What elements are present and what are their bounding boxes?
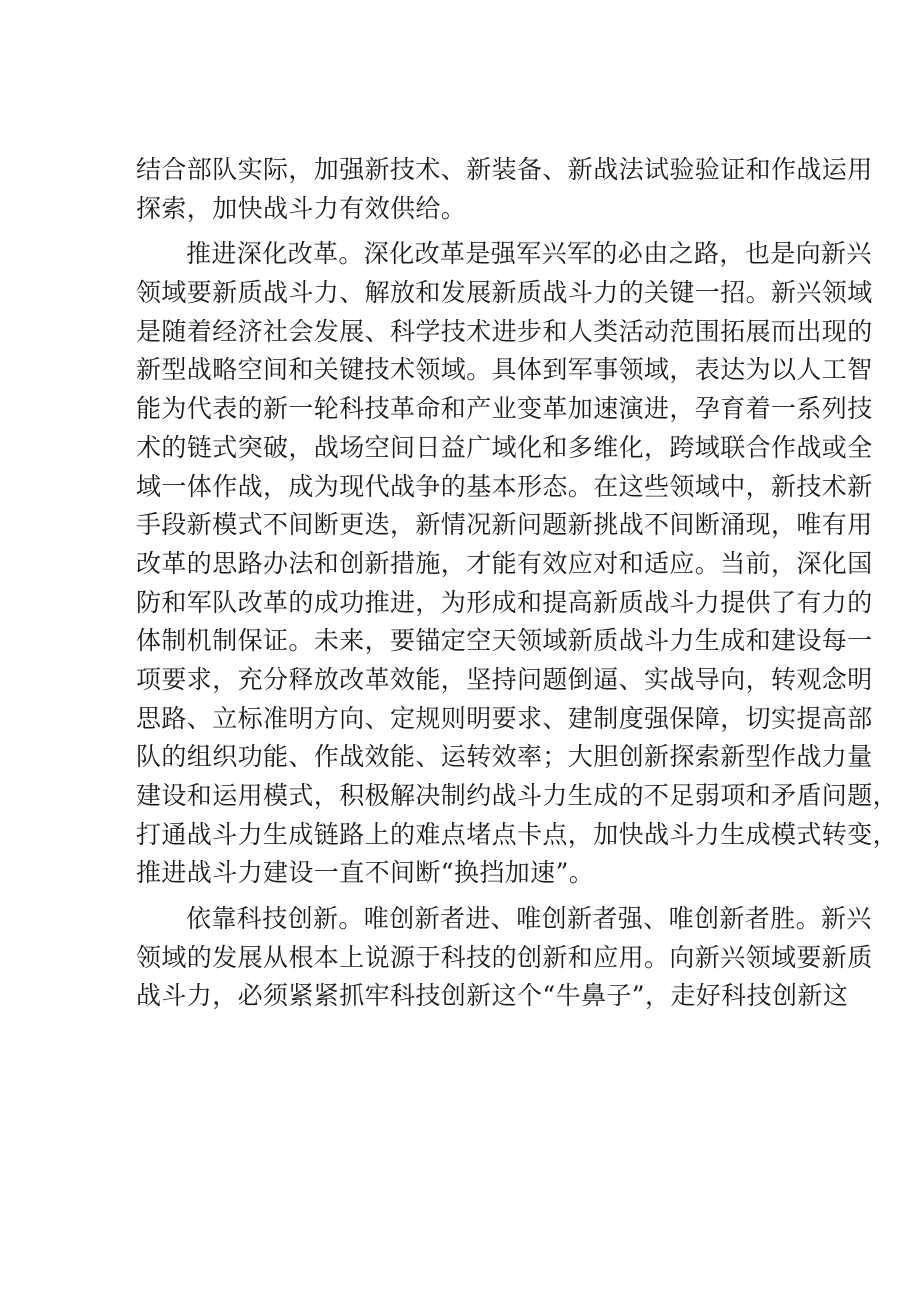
- paragraph-1: [136, 151, 873, 228]
- text-line: 思路、立标准明方向、定规则明要求、建制度强保障，切实提高部: [136, 703, 873, 733]
- text-line: 依靠科技创新。唯创新者进、唯创新者强、唯创新者胜。新兴: [186, 904, 872, 934]
- text-line: 手段新模式不间断更迭，新情况新问题新挑战不间断涌现，唯有用: [136, 510, 873, 540]
- text-line: 领域的发展从根本上说源于科技的创新和应用。向新兴领域要新质: [136, 942, 873, 972]
- text-line: 是随着经济社会发展、科学技术进步和人类活动范围拓展而出现的: [136, 316, 873, 346]
- article-body: [136, 151, 899, 1016]
- text-line: 能为代表的新一轮科技革命和产业变革加速演进，孕育着一系列技: [136, 394, 873, 424]
- text-line: 建设和运用模式，积极解决制约战斗力生成的不足弱项和矛盾问题，: [136, 781, 899, 810]
- text-line: 探索，加快战斗力有效供给。: [136, 193, 467, 223]
- text-line: 结合部队实际，加强新技术、新装备、新战法试验验证和作战运用: [136, 155, 873, 184]
- paragraph-3: [136, 900, 873, 1016]
- text-line: 项要求，充分释放改革效能，坚持问题倒逼、实战导向，转观念明: [136, 664, 873, 694]
- text-line: 新型战略空间和关键技术领域。具体到军事领域，表达为以人工智: [136, 355, 873, 385]
- text-line: 打通战斗力生成链路上的难点堵点卡点，加快战斗力生成模式转变，: [136, 819, 899, 849]
- text-line: 领域要新质战斗力、解放和发展新质战斗力的关键一招。新兴领域: [136, 278, 873, 308]
- text-line: 域一体作战，成为现代战争的基本形态。在这些领域中，新技术新: [136, 471, 873, 501]
- text-line: 战斗力，必须紧紧抓牢科技创新这个“牛鼻子”，走好科技创新这: [136, 981, 849, 1011]
- text-line: 体制机制保证。未来，要锚定空天领域新质战斗力生成和建设每一: [136, 626, 873, 656]
- text-line: 队的组织功能、作战效能、运转效率；大胆创新探索新型作战力量: [136, 742, 873, 772]
- text-line: 推进战斗力建设一直不间断“换挡加速”。: [136, 858, 595, 888]
- text-line: 推进深化改革。深化改革是强军兴军的必由之路，也是向新兴: [186, 239, 872, 269]
- text-line: 术的链式突破，战场空间日益广域化和多维化，跨域联合作战或全: [136, 432, 873, 462]
- text-line: 改革的思路办法和创新措施，才能有效应对和适应。当前，深化国: [136, 548, 873, 578]
- paragraph-2: [136, 235, 899, 893]
- text-line: 防和军队改革的成功推进，为形成和提高新质战斗力提供了有力的: [136, 587, 873, 617]
